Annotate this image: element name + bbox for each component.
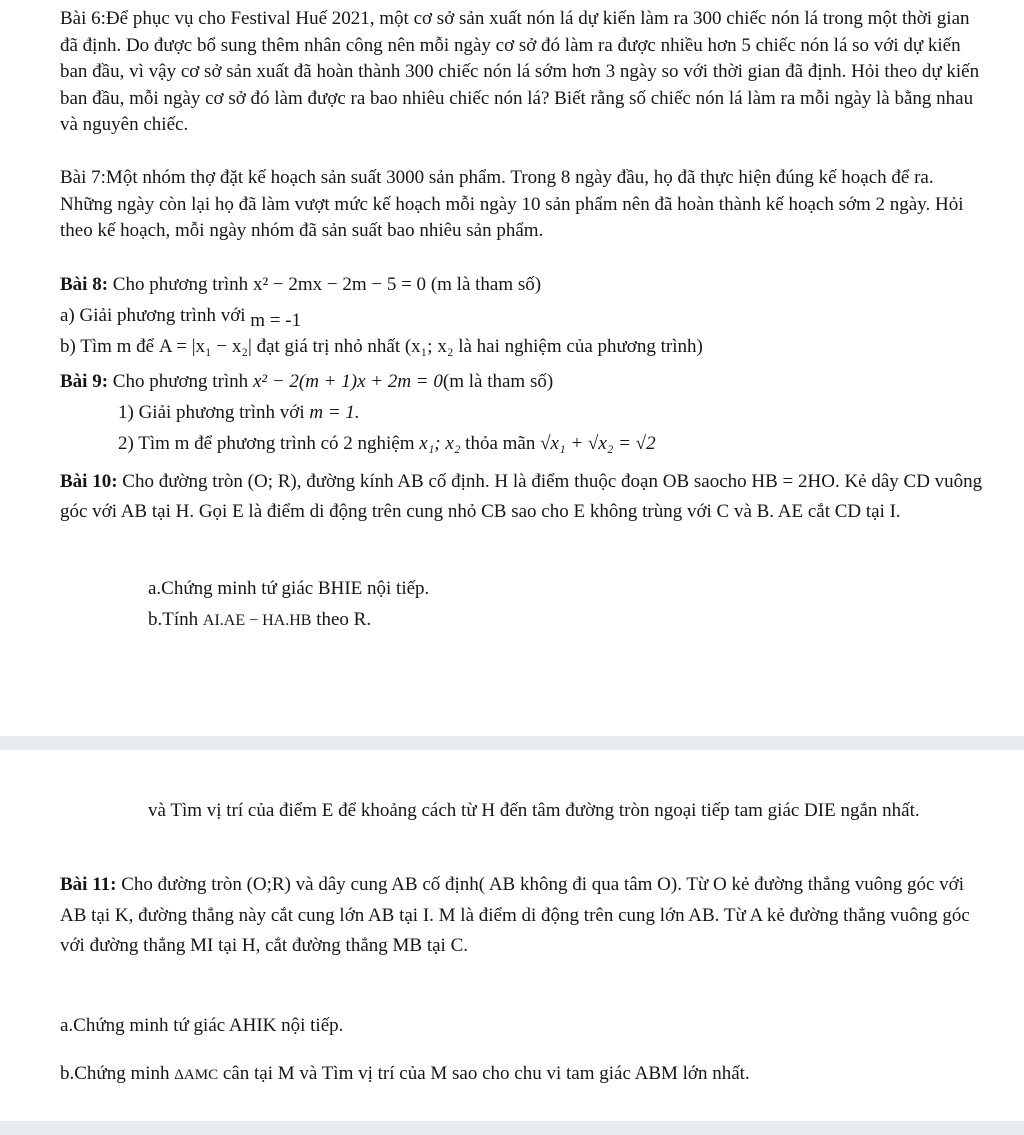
problem-10-text: Cho đường tròn (O; R), đường kính AB cố định. H là điểm thuộc đoạn OB saocho HB = 2HO. Kẻ dây CD vuông góc với AB tại H. Gọi E là điểm di động trên cung nhỏ CB sao cho E không trùng với C và B. AE cắt CD tại I. [60, 471, 983, 522]
problem-11-b-suffix: cân tại M và Tìm vị trí của M sao cho chu vi tam giác ABM lớn nhất. [218, 1063, 750, 1084]
problem-9-q1-text: 1) Giải phương trình với [118, 402, 310, 423]
document-page-2 [0, 750, 1024, 1121]
problem-8-a-text: a) Giải phương trình với [60, 305, 251, 326]
problem-11-b-expression: ΔAMC [174, 1067, 219, 1083]
problem-11-a-text: a.Chứng minh tứ giác AHIK nội tiếp. [60, 1015, 344, 1036]
problem-9-q2-roots: x₁; x₂ [419, 433, 461, 454]
problem-10-b-text: b.Tính [148, 609, 203, 630]
problem-9-statement [60, 369, 990, 396]
problem-10-part-b-continued [148, 796, 968, 825]
problem-10-label: Bài 10: [60, 471, 118, 492]
problem-7-text: Một nhóm thợ đặt kế hoạch sản suất 3000 sản phẩm. Trong 8 ngày đầu, họ đã thực hiện đúng kế hoạch để ra. Những ngày còn lại họ đã làm vượt mức kế hoạch mỗi ngày 10 sản phẩm nên đã hoàn thành kế hoạch sớm 2 ngày. Hỏi theo kế hoạch, mỗi ngày nhóm đã sản suất bao nhiêu sản phẩm. [60, 167, 964, 241]
problem-11-part-a [60, 1013, 990, 1040]
problem-8-b-end: là hai nghiệm của phương trình) [453, 336, 703, 357]
problem-9-q2-condition: √x₁ + √x₂ = √2 [540, 433, 656, 454]
problem-10-b-expression: AI.AE − HA.HB [202, 612, 312, 629]
problem-9-intro: Cho phương trình [108, 371, 253, 392]
problem-10-c-text: và Tìm vị trí của điểm E để khoảng cách từ H đến tâm đường tròn ngoại tiếp tam giác DIE ngắn nhất. [148, 800, 920, 821]
problem-9-part-2 [118, 431, 988, 458]
problem-9-equation: x² − 2(m + 1)x + 2m = 0 [252, 371, 443, 392]
problem-8-equation: x² − 2mx − 2m − 5 = 0 [252, 274, 427, 295]
problem-10-part-b [148, 607, 988, 635]
problem-8-part-b [60, 334, 990, 361]
problem-8-a-value: m = -1 [250, 310, 302, 331]
problem-10-b-suffix: theo R. [311, 609, 372, 630]
problem-7 [60, 165, 990, 245]
problem-10-a-text: a.Chứng minh tứ giác BHIE nội tiếp. [148, 578, 430, 599]
problem-8-b-roots: (x₁; x₂ [404, 336, 454, 357]
problem-6-text: Để phục vụ cho Festival Huế 2021, một cơ sở sản xuất nón lá dự kiến làm ra 300 chiếc nón lá trong một thời gian đã định. Do được bổ sung thêm nhân công nên mỗi ngày cơ sở đó làm ra được nhiều hơn 5 chiếc nón lá so với dự kiến ban đầu, vì vậy cơ sở sản xuất đã hoàn thành 300 chiếc nón lá sớm hơn 3 ngày so với thời gian đã định. Hỏi theo dự kiến ban đầu, mỗi ngày cơ sở đó làm được ra bao nhiêu chiếc nón lá? Biết rằng số chiếc nón lá làm ra mỗi ngày là bằng nhau và nguyên chiếc. [60, 8, 980, 135]
problem-6 [60, 6, 990, 139]
problem-10-part-a [148, 576, 988, 603]
problem-8-part-a [60, 303, 990, 330]
problem-8-statement [60, 272, 990, 299]
problem-9-param: (m là tham số) [442, 371, 554, 392]
problem-9-q2-text: 2) Tìm m để phương trình có 2 nghiệm [118, 433, 420, 454]
problem-8-b-suffix: đạt giá trị nhỏ nhất [251, 336, 405, 357]
problem-11-label: Bài 11: [60, 874, 117, 895]
problem-6-label: Bài 6: [60, 8, 106, 29]
problem-11 [60, 870, 990, 962]
problem-9-q1-value: m = 1. [309, 402, 360, 423]
problem-11-text: Cho đường tròn (O;R) và dây cung AB cố định( AB không đi qua tâm O). Từ O kẻ đường thẳng vuông góc với AB tại K, đường thẳng này cắt cung lớn AB tại I. M là điểm di động trên cung lớn AB. Từ A kẻ đường thẳng vuông góc với đường thẳng MI tại H, cắt đường thẳng MB tại C. [60, 874, 970, 956]
problem-9-part-1 [118, 400, 988, 427]
problem-8-intro: Cho phương trình [108, 274, 253, 295]
problem-11-b-text: b.Chứng minh [60, 1063, 175, 1084]
problem-11-part-b [60, 1061, 990, 1089]
problem-7-label: Bài 7: [60, 167, 106, 188]
problem-9-q2-mid: thỏa mãn [460, 433, 541, 454]
problem-8-param: (m là tham số) [426, 274, 542, 295]
problem-9-label: Bài 9: [60, 371, 109, 392]
problem-8-b-expression: A = |x₁ − x₂| [158, 336, 252, 357]
problem-8-b-text: b) Tìm m để [60, 336, 159, 357]
problem-8-label: Bài 8: [60, 274, 109, 295]
problem-10 [60, 467, 990, 527]
